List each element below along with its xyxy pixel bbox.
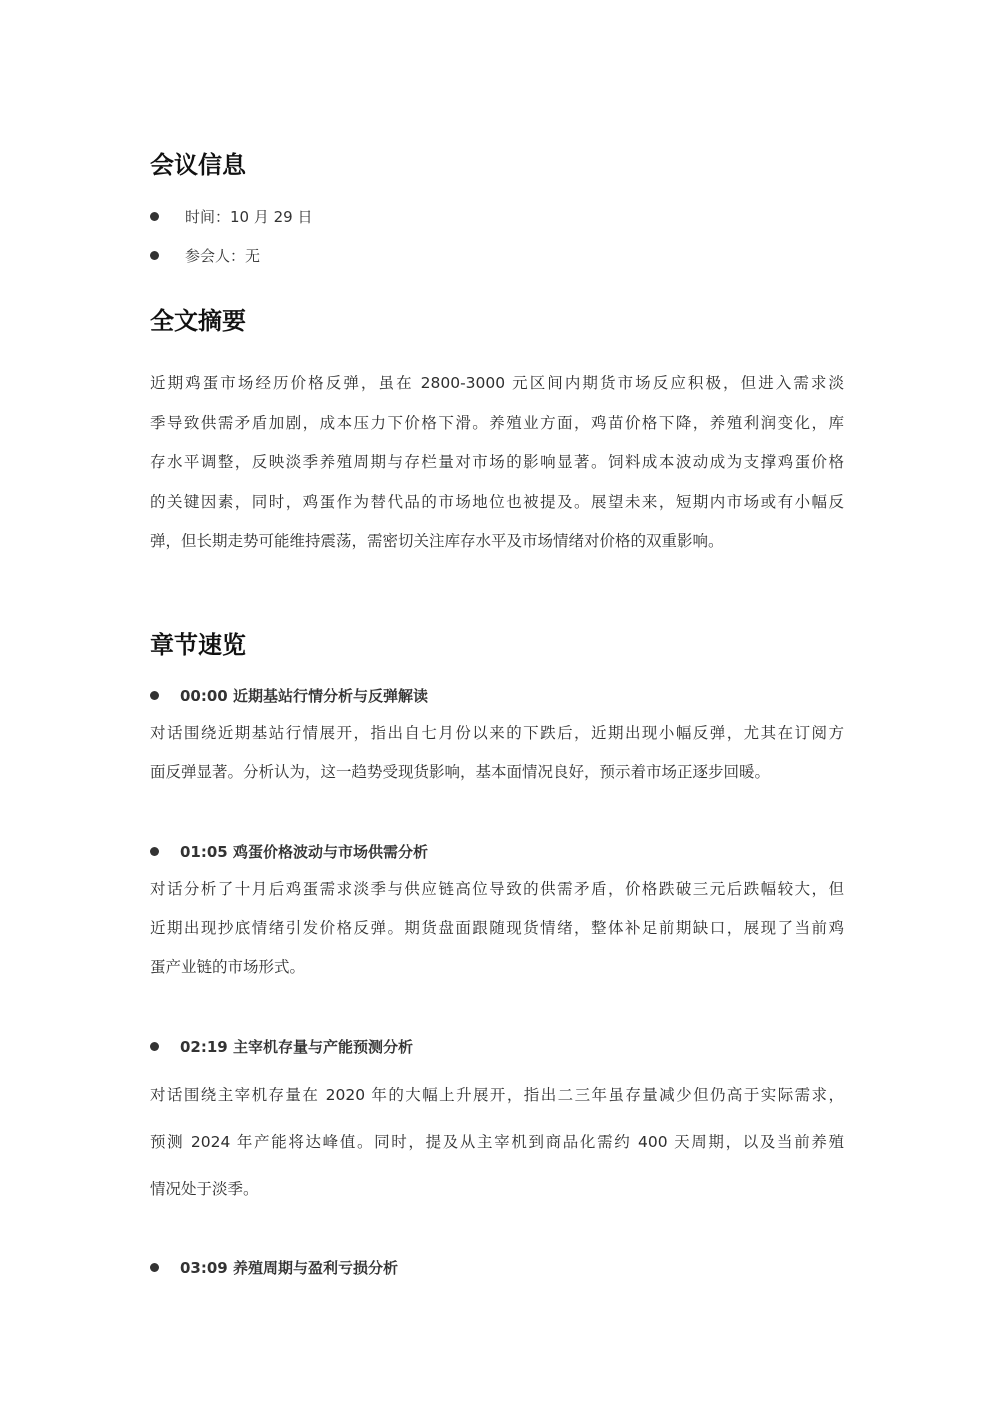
- chapter-title: 03:09 养殖周期与盈利亏损分析: [180, 1258, 398, 1277]
- bullet-icon: [150, 691, 159, 700]
- chapter-body: [150, 870, 844, 987]
- summary-line: 的关键因素，同时，鸡蛋作为替代品的市场地位也被提及。展望未来，短期内市场或有小幅反: [150, 492, 844, 511]
- chapter-line: 对话围绕主宰机存量在 2020 年的大幅上升展开，指出二三年虽存量减少但仍高于实际需求，: [150, 1086, 844, 1104]
- bullet-icon: [150, 251, 159, 260]
- summary-line: 弹，但长期走势可能维持震荡，需密切关注库存水平及市场情绪对价格的双重影响。: [150, 532, 724, 550]
- chapter-line: 对话围绕近期基站行情展开，指出自七月份以来的下跌后，近期出现小幅反弹，尤其在订阅方: [150, 724, 844, 742]
- bullet-icon: [150, 1263, 159, 1272]
- chapter-title: 00:00 近期基站行情分析与反弹解读: [180, 686, 428, 705]
- summary-paragraph: [150, 364, 844, 562]
- chapter-item-3: [150, 1256, 398, 1278]
- bullet-icon: [150, 1042, 159, 1051]
- meeting-time-item: [150, 205, 312, 227]
- chapter-line: 对话分析了十月后鸡蛋需求淡季与供应链高位导致的供需矛盾，价格跌破三元后跌幅较大，但: [150, 880, 844, 898]
- chapter-body: [150, 714, 844, 792]
- chapter-title: 02:19 主宰机存量与产能预测分析: [180, 1037, 413, 1056]
- bullet-icon: [150, 212, 159, 221]
- meeting-attendees-item: [150, 244, 260, 266]
- chapter-title: 01:05 鸡蛋价格波动与市场供需分析: [180, 842, 428, 861]
- chapters-heading: 章节速览: [150, 630, 246, 659]
- meeting-time: 时间：10 月 29 日: [185, 207, 313, 226]
- chapter-line: 蛋产业链的市场形式。: [150, 958, 306, 976]
- chapter-body: [150, 1072, 844, 1213]
- summary-heading: 全文摘要: [150, 306, 246, 335]
- meeting-attendees: 参会人：无: [185, 246, 261, 265]
- chapter-line: 近期出现抄底情绪引发价格反弹。期货盘面跟随现货情绪，整体补足前期缺口，展现了当前鸡: [150, 919, 844, 937]
- bullet-icon: [150, 847, 159, 856]
- summary-line: 季导致供需矛盾加剧，成本压力下价格下滑。养殖业方面，鸡苗价格下降，养殖利润变化，库: [150, 413, 844, 432]
- chapter-line: 情况处于淡季。: [150, 1180, 259, 1198]
- meeting-info-heading: 会议信息: [150, 150, 246, 179]
- chapter-item-2: [150, 1035, 413, 1057]
- summary-line: 近期鸡蛋市场经历价格反弹，虽在 2800-3000 元区间内期货市场反应积极，但进入需求淡: [150, 374, 844, 392]
- chapter-line: 预测 2024 年产能将达峰值。同时，提及从主宰机到商品化需约 400 天周期，以及当前养殖: [150, 1133, 844, 1151]
- chapter-line: 面反弹显著。分析认为，这一趋势受现货影响，基本面情况良好，预示着市场正逐步回暖。: [150, 763, 771, 781]
- chapter-item-0: [150, 684, 428, 706]
- summary-line: 存水平调整，反映淡季养殖周期与存栏量对市场的影响显著。饲料成本波动成为支撑鸡蛋价格: [150, 453, 844, 471]
- chapter-item-1: [150, 840, 428, 862]
